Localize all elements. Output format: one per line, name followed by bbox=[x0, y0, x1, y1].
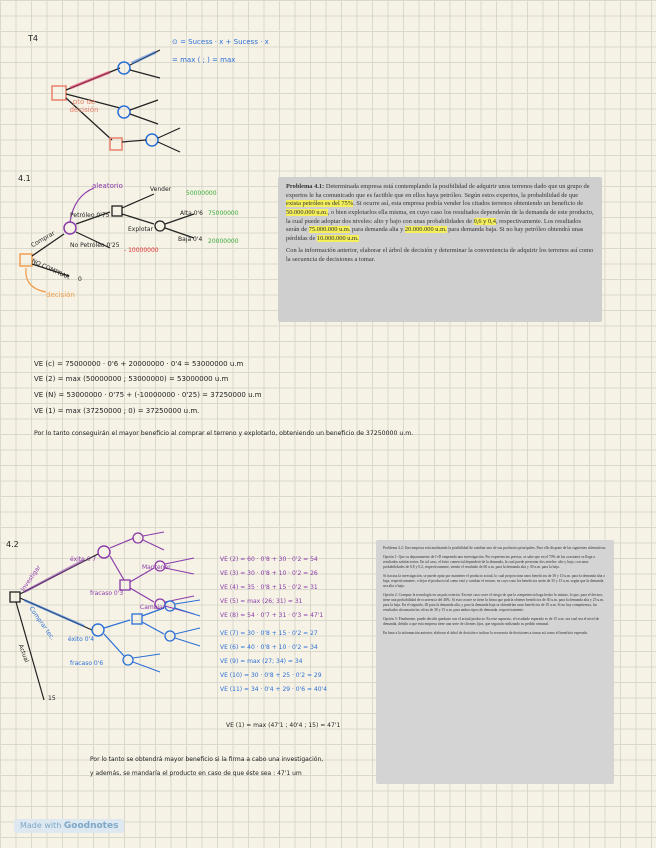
ev-line-8: VE (9) = max (27; 34) = 34 bbox=[220, 658, 303, 665]
value-no-comprar: 0 bbox=[78, 276, 82, 283]
value-vender: 50000000 bbox=[186, 190, 217, 197]
conclusion-4-2-line-1: Por lo tanto se obtendrá mayor beneficio si la firma a cabo una investigación, bbox=[90, 756, 324, 763]
ev-calculations-4-2 bbox=[220, 553, 327, 697]
tree-label-no-petroleo: No Petróleo 0'25 bbox=[70, 242, 120, 249]
calc-line-2: VE (2) = max (50000000 ; 53000000) = 53000000 u.m bbox=[34, 375, 229, 383]
value-alta: 75000000 bbox=[208, 210, 239, 217]
conclusion-4-2-line-2: y además, se mandaría el producto en caso de que éste sea : 47'1 um bbox=[90, 770, 302, 777]
ev-line-2: VE (3) = 30 · 0'8 + 10 · 0'2 = 26 bbox=[220, 570, 318, 577]
section-title-t4: T4 bbox=[28, 34, 38, 43]
problem-4-2-option-2: Opción 2: Comprar la tecnología en un país exterior. En este caso corre el riesgo de que la competencia haga hecho lo mismo, lo que, para el decisor, tiene una probabilidad de ocurrencia del 40%. Si esto ocurre se tiene la firma que podría obtener beneficios de 30 u.m. para la demanda alta y 25 u.m. para la baja. En el segundo, 40 para la demanda alta, y para la demanda baja se obtendrían unos beneficios de 10 u.m. Si no hay competencia, los resultados alcanzarán las cifras de 30 y 15 u.m. para ambos tipos de demanda, respectivamente. bbox=[383, 592, 604, 612]
tree-label-explotar: Explotar bbox=[128, 226, 153, 233]
tree-label-fracaso-2: fracaso 0'6 bbox=[70, 660, 104, 667]
tree-label-actual: Actual bbox=[16, 643, 30, 664]
ev-line-3: VE (4) = 35 · 0'8 + 15 · 0'2 = 31 bbox=[220, 584, 318, 591]
problem-4-2-question: En base a la información anterior, elaborar el árbol de decisión e indicar la secuencia de decisiones a tomar así como el beneficio esperado. bbox=[383, 630, 589, 635]
ev-line-7: VE (6) = 40 · 0'8 + 10 · 0'2 = 34 bbox=[220, 644, 318, 651]
tree-label-comprar: Comprar bbox=[30, 229, 57, 250]
calc-line-3: VE (N) = 53000000 · 0'75 + (-10000000 · 0'25) = 37250000 u.m bbox=[34, 391, 262, 399]
ev-line-5: VE (8) = 54 · 0'7 + 31 · 0'3 = 47'1 bbox=[220, 612, 324, 619]
tree-label-vender: Vender bbox=[150, 186, 172, 193]
problem-4-2-photo bbox=[376, 540, 614, 784]
calc-line-4: VE (1) = max (37250000 ; 0) = 37250000 u.m. bbox=[34, 407, 200, 415]
tree-label-baja: Baja 0'4 bbox=[178, 236, 203, 243]
value-baja: 20000000 bbox=[208, 238, 239, 245]
problem-4-2-option-1b: Si fracasa la investigación, se puede optar por mantener el producto actual, lo cual proporciona unos beneficios de 30 y 10 u.m. para la demanda alta o baja, respectivamente, o dejar el producto tal como está y cambiar el envase, en cuyo caso los beneficios serán de 35 y 15 u.m. según que la demanda sea alta o baja. bbox=[383, 573, 605, 588]
tree-label-fracaso: fracaso 0'3 bbox=[90, 590, 124, 597]
ev-line-1: VE (2) = 60 · 0'8 + 30 · 0'2 = 54 bbox=[220, 556, 318, 563]
ev-line-9: VE (10) = 30 · 0'8 + 25 · 0'2 = 29 bbox=[220, 672, 322, 679]
problem-4-2-option-3: Opción 3: Finalmente, puede decidir quedarse con el actual producto. En este supuesto, el resultado esperado es de 15 u.m. sea cual sea el nivel de demanda, debido a que esta empresa tiene una serie de clientes fijos, que seguirán realizando su pedido semanal. bbox=[383, 616, 600, 626]
decision-node-label: decisión bbox=[46, 291, 75, 299]
problem-4-2-option-1: Opción 1: Que su departamento de I+D emprenda una investigación. Por experiencias previas, se sabe que en el 70% de las ocasiones se llega a resultados satisfactorios. En tal caso, el éxito comercial dependerá de la demanda, la cual puede presentar dos niveles: alto y bajo, con unas probabilidades de 0,8 y 0,2, respectivamente, siendo el resultado de 60 u.m. para la demanda alta y 30 u.m. para la baja. bbox=[383, 554, 595, 569]
problem-4-1-question: Con la información anterior, elaborar el árbol de decisión y determinar la conveniencia de adquirir los terrenos así como la secuencia de decisiones a tomar. bbox=[286, 247, 594, 264]
section-title-4-2: 4.2 bbox=[6, 540, 19, 549]
ev-line-6: VE (7) = 30 · 0'8 + 15 · 0'2 = 27 bbox=[220, 630, 318, 637]
ev-final: VE (1) = max (47'1 ; 40'4 ; 15) = 47'1 bbox=[226, 722, 341, 729]
value-no-petroleo: - 10000000 bbox=[124, 247, 159, 254]
tree-label-cambiar: Cambiar bbox=[140, 604, 166, 611]
expected-value-formula: ⊙ = Sucess · x + Sucess · x bbox=[172, 38, 269, 46]
problem-4-2-intro: Problema 4.2: Una empresa está analizando la posibilidad de cambiar uno de sus productos principales. Para ello dispone de las siguientes alternativas: bbox=[383, 546, 606, 550]
tree-label-comprar-tec: Comprar tec. bbox=[27, 605, 56, 642]
value-actual: 15 bbox=[48, 695, 56, 702]
calc-line-1: VE (c) = 75000000 · 0'6 + 20000000 · 0'4 = 53000000 u.m bbox=[34, 360, 244, 368]
ev-line-10: VE (11) = 34 · 0'4 + 29 · 0'6 = 40'4 bbox=[220, 686, 328, 693]
tree-label-mantener: Mantener bbox=[142, 564, 171, 571]
section-title-4-1: 4.1 bbox=[18, 174, 31, 183]
max-formula: = max ( ; ) = max bbox=[172, 56, 236, 64]
tree-label-no-comprar: NO COMPRAR bbox=[30, 257, 71, 282]
tree-label-investigar: Investigar bbox=[19, 564, 43, 593]
conclusion-4-1: Por lo tanto conseguirán el mayor beneficio al comprar el terreno y explotarlo, obteniendo un beneficio de 37250000 u.m. bbox=[34, 430, 414, 437]
tree-label-petroleo: Petróleo 0'75 bbox=[70, 212, 110, 219]
random-node-label: aleatorio bbox=[92, 182, 123, 190]
problem-4-1-text: Problema 4.1: Determinada empresa está contemplando la posibilidad de adquirir unos terrenos dado que un grupo de expertos le ha comunicado que es factible que en ellos haya petróleo. Según estos expertos, la probabilidad de que exista petróleo es del 75%. Si ocurre así, esta empresa podría vender los citados terrenos obteniendo un beneficio de 50.000.000 u.m., o bien explotarlos ella misma, en cuyo caso los resultados dependerán de la demanda de este producto, la cual puede adoptar dos niveles: alto y bajo con unas probabilidades de 0,6 y 0,4, respectivamente. Los resultados serán de 75.000.000 u.m. para demanda alta y 20.000.000 u.m. para demanda baja. Si no hay petróleo obtendrá unas pérdidas de 10.000.000 u.m. bbox=[286, 183, 594, 242]
decision-tree-sketch-t4 bbox=[40, 30, 200, 160]
tree-label-exito: éxito 0'7 bbox=[70, 556, 97, 563]
ev-line-4: VE (5) = max (26; 31) = 31 bbox=[220, 598, 303, 605]
decision-point-note: pto de decisión bbox=[69, 98, 99, 114]
tree-label-exito-2: éxito 0'4 bbox=[68, 636, 95, 643]
problem-4-1-photo bbox=[278, 177, 602, 322]
goodnotes-watermark: Made with Goodnotes bbox=[14, 819, 124, 833]
tree-label-alta: Alta 0'6 bbox=[180, 210, 203, 217]
